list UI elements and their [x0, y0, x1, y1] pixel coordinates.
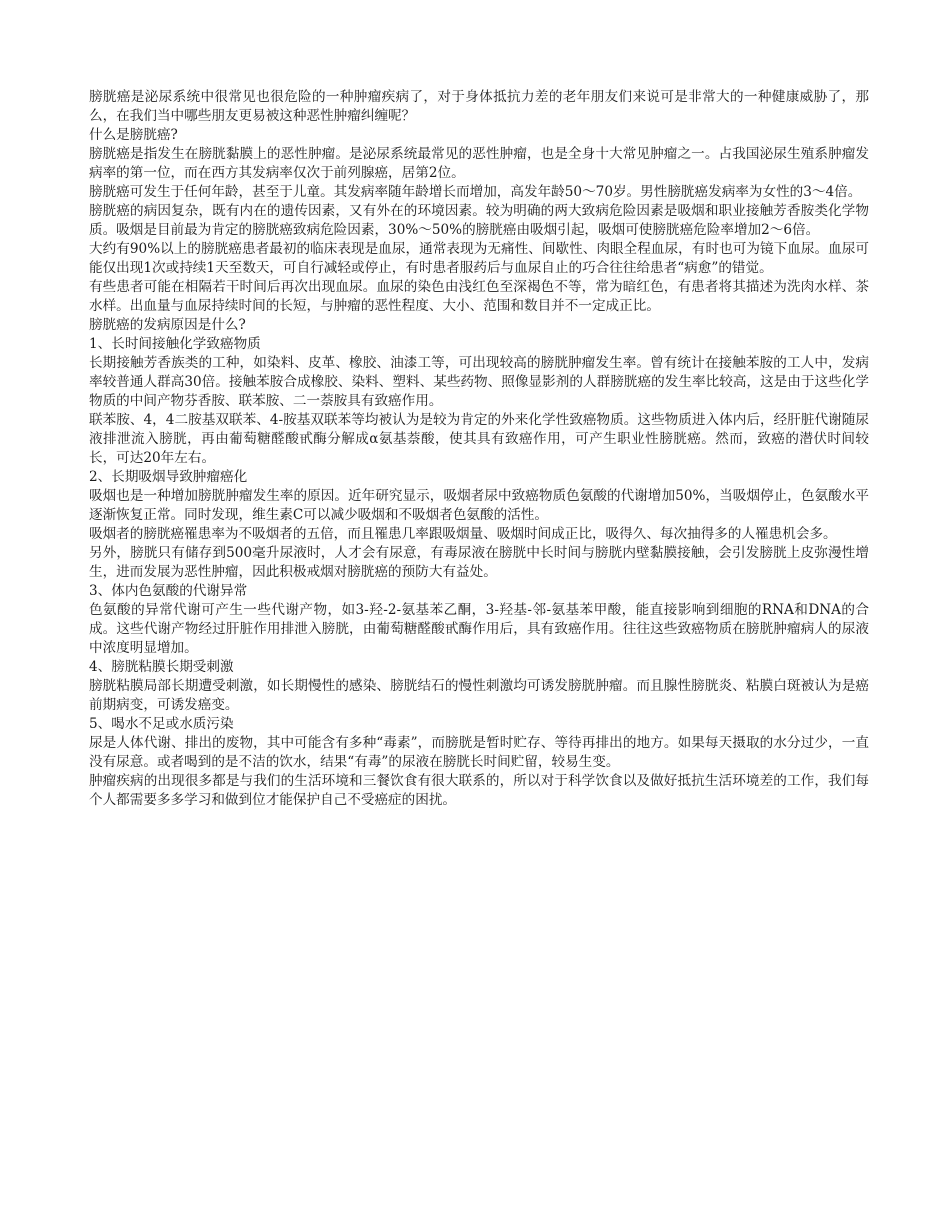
chemical-paragraph-1: 长期接触芳香族类的工种，如染料、皮革、橡胶、油漆工等，可出现较高的膀胱肿瘤发生率。曾有统计在接触苯胺的工人中，发病率较普通人群高30倍。接触苯胺合成橡胶、染料、塑料、某些药物、照像显影剂的人群膀胱癌的发生率比较高，这是由于这些化学物质的中间产物芬香胺、联苯胺、二一萘胺具有致癌作用。 [89, 355, 869, 409]
symptom-detail-paragraph: 有些患者可能在相隔若干时间后再次出现血尿。血尿的染色由浅红色至深褐色不等，常为暗红色，有患者将其描述为洗肉水样、茶水样。出血量与血尿持续时间的长短，与肿瘤的恶性程度、大小、范围和数目并不一定成正比。 [89, 279, 869, 314]
smoking-paragraph-1: 吸烟也是一种增加膀胱肿瘤发生率的原因。近年研究显示，吸烟者尿中致癌物质色氨酸的代谢增加50%，当吸烟停止，色氨酸水平逐渐恢复正常。同时发现，维生素C可以减少吸烟和不吸烟者色氨酸的活性。 [89, 488, 869, 523]
mucosa-paragraph: 膀胱粘膜局部长期遭受刺激，如长期慢性的感染、膀胱结石的慢性刺激均可诱发膀胱肿瘤。而且腺性膀胱炎、粘膜白斑被认为是癌前期病变，可诱发癌变。 [89, 678, 869, 713]
section-question-what: 什么是膀胱癌? [89, 127, 178, 143]
intro-paragraph: 膀胱癌是泌尿系统中很常见也很危险的一种肿瘤疾病了，对于身体抵抗力差的老年朋友们来说可是非常大的一种健康威胁了，那么，在我们当中哪些朋友更易被这种恶性肿瘤纠缠呢？ [89, 89, 869, 124]
cause-paragraph: 膀胱癌的病因复杂，既有内在的遗传因素，又有外在的环境因素。较为明确的两大致病危险因素是吸烟和职业接触芳香胺类化学物质。吸烟是目前最为肯定的膀胱癌致病危险因素，30%～50%的膀胱癌由吸烟引起，吸烟可使膀胱癌危险率增加2～6倍。 [89, 203, 869, 238]
age-paragraph: 膀胱癌可发生于任何年龄，甚至于儿童。其发病率随年龄增长而增加，高发年龄50～70岁。男性膀胱癌发病率为女性的3～4倍。 [89, 184, 862, 200]
smoking-paragraph-3: 另外，膀胱只有储存到500毫升尿液时，人才会有尿意，有毒尿液在膀胱中长时间与膀胱内壁黏膜接触，会引发膀胱上皮弥漫性增生，进而发展为恶性肿瘤，因此积极戒烟对膀胱癌的预防大有益处。 [89, 545, 869, 580]
document-body [89, 88, 869, 810]
smoking-paragraph-2: 吸烟者的膀胱癌罹患率为不吸烟者的五倍，而且罹患几率跟吸烟量、吸烟时间成正比，吸得久、每次抽得多的人罹患机会多。 [89, 526, 837, 542]
section-question-causes: 膀胱癌的发病原因是什么? [89, 317, 246, 333]
heading-chemical: 1、长时间接触化学致癌物质 [89, 336, 261, 352]
water-paragraph: 尿是人体代谢、排出的废物，其中可能含有多种“毒素”，而膀胱是暂时贮存、等待再排出的地方。如果每天摄取的水分过少，一直没有尿意。或者喝到的是不洁的饮水，结果“有毒”的尿液在膀胱长时间贮留，较易生变。 [89, 735, 869, 770]
heading-water: 5、喝水不足或水质污染 [89, 716, 234, 732]
chemical-paragraph-2: 联苯胺、4，4二胺基双联苯、4-胺基双联苯等均被认为是较为肯定的外来化学性致癌物质。这些物质进入体内后，经肝脏代谢随尿液排泄流入膀胱，再由葡萄糖醛酸甙酶分解成α氨基萘酸，使其具有致癌作用，可产生职业性膀胱癌。然而，致癌的潜伏时间较长，可达20年左右。 [89, 412, 869, 466]
heading-mucosa: 4、膀胱粘膜长期受刺激 [89, 659, 234, 675]
conclusion-paragraph: 肿瘤疾病的出现很多都是与我们的生活环境和三餐饮食有很大联系的，所以对于科学饮食以及做好抵抗生活环境差的工作，我们每个人都需要多多学习和做到位才能保护自己不受癌症的困扰。 [89, 773, 869, 808]
heading-tryptophan: 3、体内色氨酸的代谢异常 [89, 583, 248, 599]
symptom-paragraph: 大约有90%以上的膀胱癌患者最初的临床表现是血尿，通常表现为无痛性、间歇性、肉眼全程血尿，有时也可为镜下血尿。血尿可能仅出现1次或持续1天至数天，可自行减轻或停止，有时患者服药后与血尿自止的巧合往往给患者“病愈”的错觉。 [89, 241, 869, 276]
heading-smoking: 2、长期吸烟导致肿瘤癌化 [89, 469, 248, 485]
tryptophan-paragraph: 色氨酸的异常代谢可产生一些代谢产物，如3-羟-2-氨基苯乙酮，3-羟基-邻-氨基苯甲酸，能直接影响到细胞的RNA和DNA的合成。这些代谢产物经过肝脏作用排泄入膀胱，由葡萄糖醛酸甙酶作用后，具有致癌作用。往往这些致癌物质在膀胱肿瘤病人的尿液中浓度明显增加。 [89, 602, 869, 656]
definition-paragraph: 膀胱癌是指发生在膀胱黏膜上的恶性肿瘤。是泌尿系统最常见的恶性肿瘤，也是全身十大常见肿瘤之一。占我国泌尿生殖系肿瘤发病率的第一位，而在西方其发病率仅次于前列腺癌，居第2位。 [89, 146, 869, 181]
